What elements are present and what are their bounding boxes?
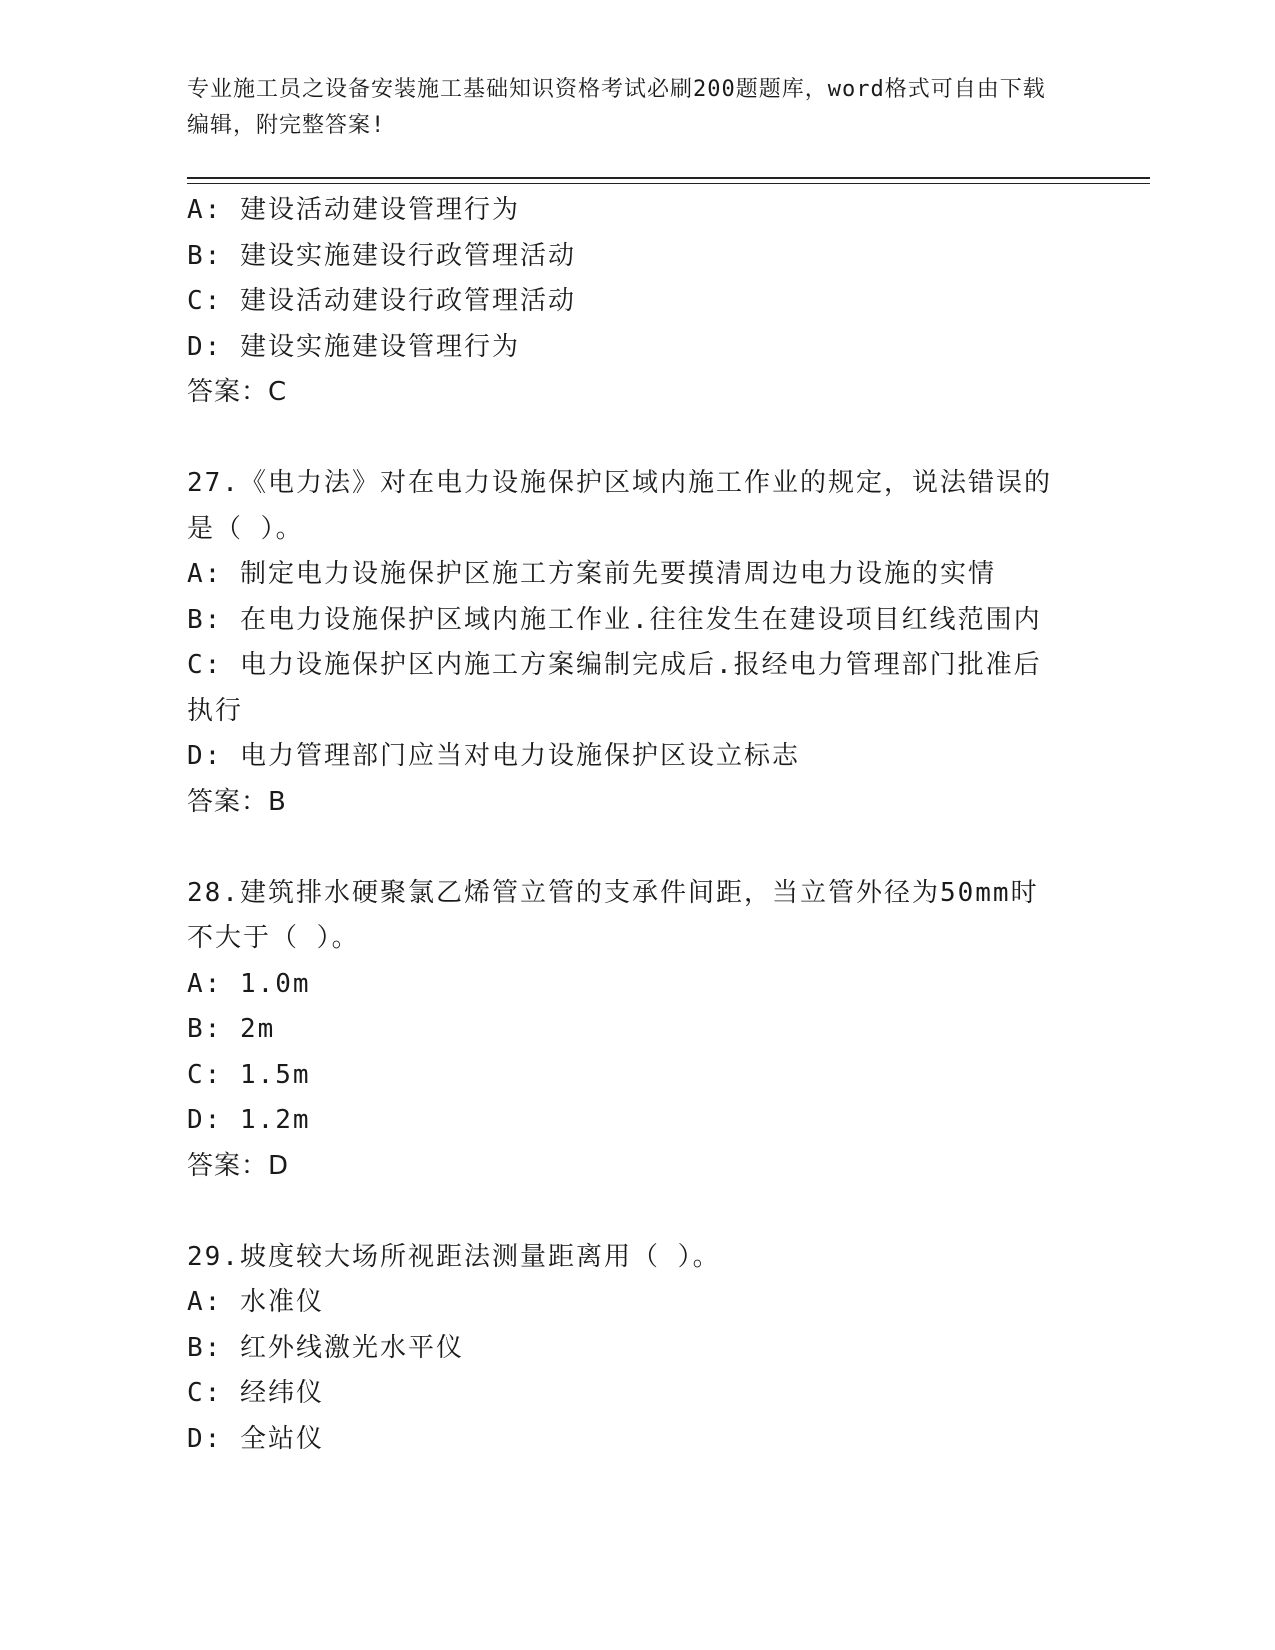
question-stem-cont: 是（ ）。	[187, 513, 304, 544]
question-29	[187, 1235, 1087, 1463]
option-c: C: 1.5m	[187, 1059, 311, 1090]
question-27	[187, 461, 1087, 825]
option-d: D: 电力管理部门应当对电力设施保护区设立标志	[187, 741, 800, 771]
header-rule-thick	[187, 177, 1150, 179]
document-header: 专业施工员之设备安装施工基础知识资格考试必刷200题题库，word格式可自由下载编辑，附完整答案!	[187, 77, 1046, 138]
option-c: C: 经纬仪	[187, 1378, 324, 1408]
question-stem-cont: 不大于（ ）。	[187, 923, 360, 953]
answer-text: 答案：C	[187, 377, 288, 407]
answer-text: 答案：B	[187, 786, 287, 817]
header-rule-thin	[187, 183, 1150, 184]
question-stem: 27.《电力法》对在电力设施保护区域内施工作业的规定，说法错误的	[187, 468, 1052, 498]
option-b: B: 2m	[187, 1014, 276, 1044]
answer-text: 答案：D	[187, 1150, 290, 1181]
question-stem: 29.坡度较大场所视距法测量距离用（ ）。	[187, 1241, 721, 1272]
option-d: D: 建设实施建设管理行为	[187, 331, 520, 362]
option-d: D: 全站仪	[187, 1423, 324, 1454]
option-a: A: 水准仪	[187, 1287, 324, 1317]
option-b: B: 红外线激光水平仪	[187, 1332, 464, 1363]
question-28	[187, 871, 1087, 1190]
spacer	[187, 825, 1087, 871]
option-a: A: 制定电力设施保护区施工方案前先要摸清周边电力设施的实情	[187, 559, 996, 589]
option-c: C: 建设活动建设行政管理活动	[187, 286, 576, 316]
question-stem: 28.建筑排水硬聚氯乙烯管立管的支承件间距，当立管外径为50mm时	[187, 877, 1039, 908]
option-d: D: 1.2m	[187, 1105, 311, 1135]
spacer	[187, 416, 1087, 462]
spacer	[187, 1189, 1087, 1235]
option-c-cont: 执行	[187, 695, 244, 726]
question-26	[187, 188, 1087, 416]
option-a: A: 建设活动建设管理行为	[187, 195, 520, 225]
option-c: C: 电力设施保护区内施工方案编制完成后.报经电力管理部门批准后	[187, 650, 1042, 680]
option-b: B: 在电力设施保护区域内施工作业.往往发生在建设项目红线范围内	[187, 604, 1042, 635]
question-list	[187, 188, 1087, 1462]
option-b: B: 建设实施建设行政管理活动	[187, 240, 576, 271]
option-a: A: 1.0m	[187, 968, 311, 999]
